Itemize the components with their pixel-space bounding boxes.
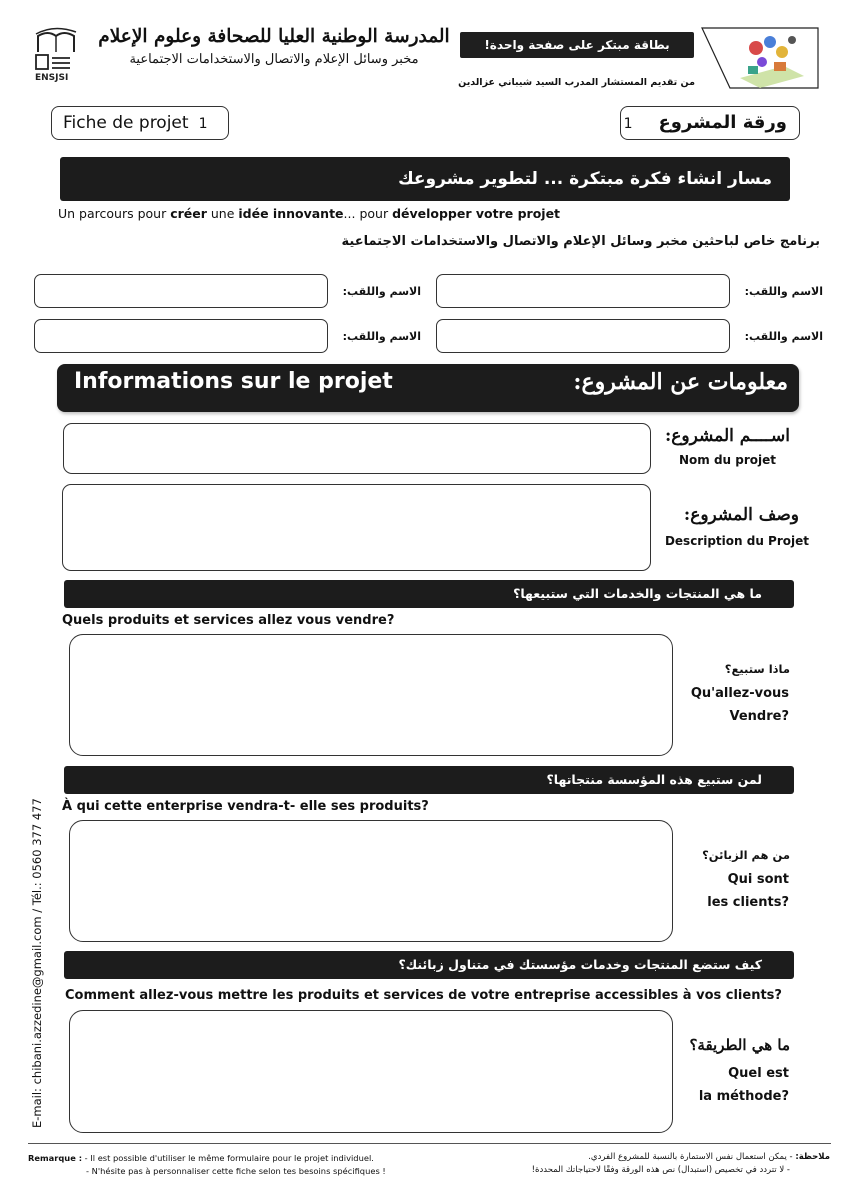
section-2-side-fr: Qui sont les clients? <box>707 872 789 910</box>
name-label-3: الاسم واللقب: <box>744 330 823 343</box>
name-field-4[interactable] <box>34 319 328 353</box>
section-1-side-fr: Qu'allez-vous Vendre? <box>690 686 789 724</box>
name-label-1: الاسم واللقب: <box>744 285 823 298</box>
section-3-side-fr: Quel est la méthode? <box>698 1066 789 1104</box>
footer-divider <box>28 1143 831 1144</box>
school-logo-text: ENSJSI <box>35 73 69 83</box>
fiche-ar-number: 1 <box>623 116 633 132</box>
section-3-answer-field[interactable] <box>69 1010 673 1133</box>
project-description-field[interactable] <box>62 484 651 571</box>
section-3-side-ar: ما هي الطريقة؟ <box>689 1036 790 1054</box>
section-1-side-ar: ماذا ستبيع؟ <box>724 662 790 676</box>
info-banner-fr: Informations sur le projet <box>74 369 393 394</box>
section-2-question: À qui cette enterprise vendra-t- elle ses produits? <box>62 799 429 814</box>
project-description-label-fr: Description du Projet <box>664 534 809 548</box>
fiche-fr-box <box>51 106 229 140</box>
fiche-fr-label: Fiche de projet <box>63 113 189 133</box>
name-field-2[interactable] <box>34 274 328 308</box>
fiche-ar-box <box>620 106 800 140</box>
section-3-banner: كيف ستضع المنتجات وخدمات مؤسستك في متناول زبائنك؟ <box>64 951 794 979</box>
contact-info: E-mail: chibani.azzedine@gmail.com / Tél.: 0560 377 477 <box>30 798 44 1128</box>
section-3-question: Comment allez-vous mettre les produits et services de votre entreprise accessibles à vos clients? <box>65 988 782 1003</box>
section-2-answer-field[interactable] <box>69 820 673 942</box>
presenter-credit: من تقديم المستشار المدرب السيد شيباني عزالدين <box>458 77 695 88</box>
info-banner-ar: معلومات عن المشروع: <box>573 369 788 395</box>
section-1-banner: ما هي المنتجات والخدمات التي ستبيعها؟ <box>64 580 794 608</box>
program-title: برنامج خاص لباحثين مخبر وسائل الإعلام والاتصال والاستخدامات الاجتماعية <box>341 234 820 249</box>
footer-note-ar: ملاحظة: - يمكن استعمال نفس الاستمارة بالنسبة للمشروع الفردي. - لا تتردد في تخصيص (استبدال) نص هذه الورقة وفقًا لاحتياجاتك المحددة! <box>531 1152 830 1175</box>
project-description-label-ar: وصف المشروع: <box>683 505 799 525</box>
section-2-banner: لمن ستبيع هذه المؤسسة منتجاتها؟ <box>64 766 794 794</box>
name-field-3[interactable] <box>436 319 730 353</box>
school-name: المدرسة الوطنية العليا للصحافة وعلوم الإعلام <box>98 26 450 47</box>
section-1-question: Quels produits et services allez vous vendre? <box>62 613 395 628</box>
innovation-illustration-icon <box>700 26 820 90</box>
school-logo-icon <box>30 22 82 84</box>
lab-name: مخبر وسائل الإعلام والاتصال والاستخدامات الاجتماعية <box>129 52 419 67</box>
name-label-2: الاسم واللقب: <box>342 285 421 298</box>
card-badge: بطاقة مبتكر على صفحة واحدة! <box>460 32 694 58</box>
fiche-ar-label: ورقة المشروع <box>658 112 787 133</box>
name-field-1[interactable] <box>436 274 730 308</box>
tagline: Un parcours pour créer une idée innovante... pour développer votre projet <box>58 206 561 221</box>
fiche-fr-number: 1 <box>198 116 208 132</box>
footer-note-fr: Remarque : - Il est possible d'utiliser le même formulaire pour le projet individuel. - N'hésite pas à personnaliser cette fiche selon tes besoins spécifiques ! <box>28 1153 386 1176</box>
section-2-side-ar: من هم الزبائن؟ <box>702 848 790 862</box>
section-1-answer-field[interactable] <box>69 634 673 756</box>
main-banner: مسار انشاء فكرة مبتكرة ... لتطوير مشروعك <box>60 157 790 201</box>
project-name-label-ar: اســــم المشروع: <box>664 426 790 446</box>
project-name-field[interactable] <box>63 423 651 474</box>
project-name-label-fr: Nom du projet <box>678 453 776 467</box>
name-label-4: الاسم واللقب: <box>342 330 421 343</box>
